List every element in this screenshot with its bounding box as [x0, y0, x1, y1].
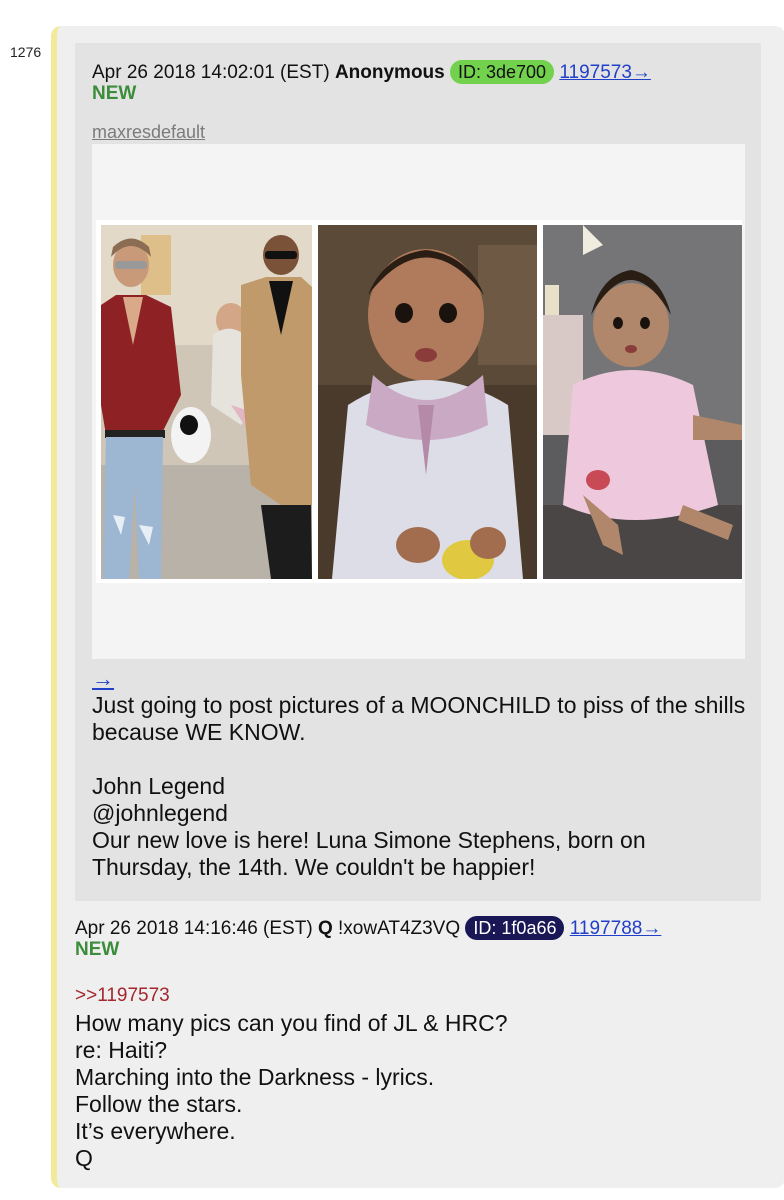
photo-family-walking	[101, 225, 312, 579]
post-image[interactable]	[92, 144, 745, 659]
post-number: 1276	[10, 44, 42, 60]
reply-post-number-link[interactable]: 1197788→	[569, 918, 662, 939]
reply-quote-link[interactable]: >>1197573	[75, 985, 170, 1006]
post-header	[92, 60, 752, 85]
reply-poster-name: Q	[317, 918, 333, 939]
photo-baby-sitting	[543, 225, 742, 579]
reply-post-date: Apr 26 2018 14:16:46 (EST)	[75, 918, 313, 939]
reply-post-header	[75, 916, 775, 941]
photo-baby-portrait-art	[318, 225, 537, 579]
photo-baby-portrait	[318, 225, 537, 579]
image-filename-link[interactable]: maxresdefault	[92, 122, 206, 142]
reply-poster-id-badge[interactable]: ID: 1f0a66	[465, 916, 564, 940]
photo-collage	[96, 220, 742, 583]
quoted-post	[75, 43, 761, 901]
expand-arrow-link[interactable]: →	[92, 666, 114, 691]
reply-new-tag: NEW	[75, 939, 120, 960]
poster-id-badge[interactable]: ID: 3de700	[450, 60, 554, 84]
post-date: Apr 26 2018 14:02:01 (EST)	[92, 62, 330, 83]
photo-baby-sitting-art	[543, 225, 742, 579]
post-body: Just going to post pictures of a MOONCHILD to piss of the shills because WE KNOW. John Legend @johnlegend Our new love is here! Luna Simone Stephens, born on Thursday, the 14th. We couldn't be happier!	[92, 692, 746, 880]
poster-name: Anonymous	[334, 62, 445, 83]
reply-tripcode: !xowAT4Z3VQ	[338, 918, 461, 939]
post-number-link[interactable]: 1197573→	[559, 62, 651, 83]
new-tag: NEW	[92, 83, 137, 104]
photo-family-walking-art	[101, 225, 312, 579]
reply-post-body: How many pics can you find of JL & HRC? re: Haiti? Marching into the Darkness - lyrics. Follow the stars. It’s everywhere. Q	[75, 1010, 508, 1171]
